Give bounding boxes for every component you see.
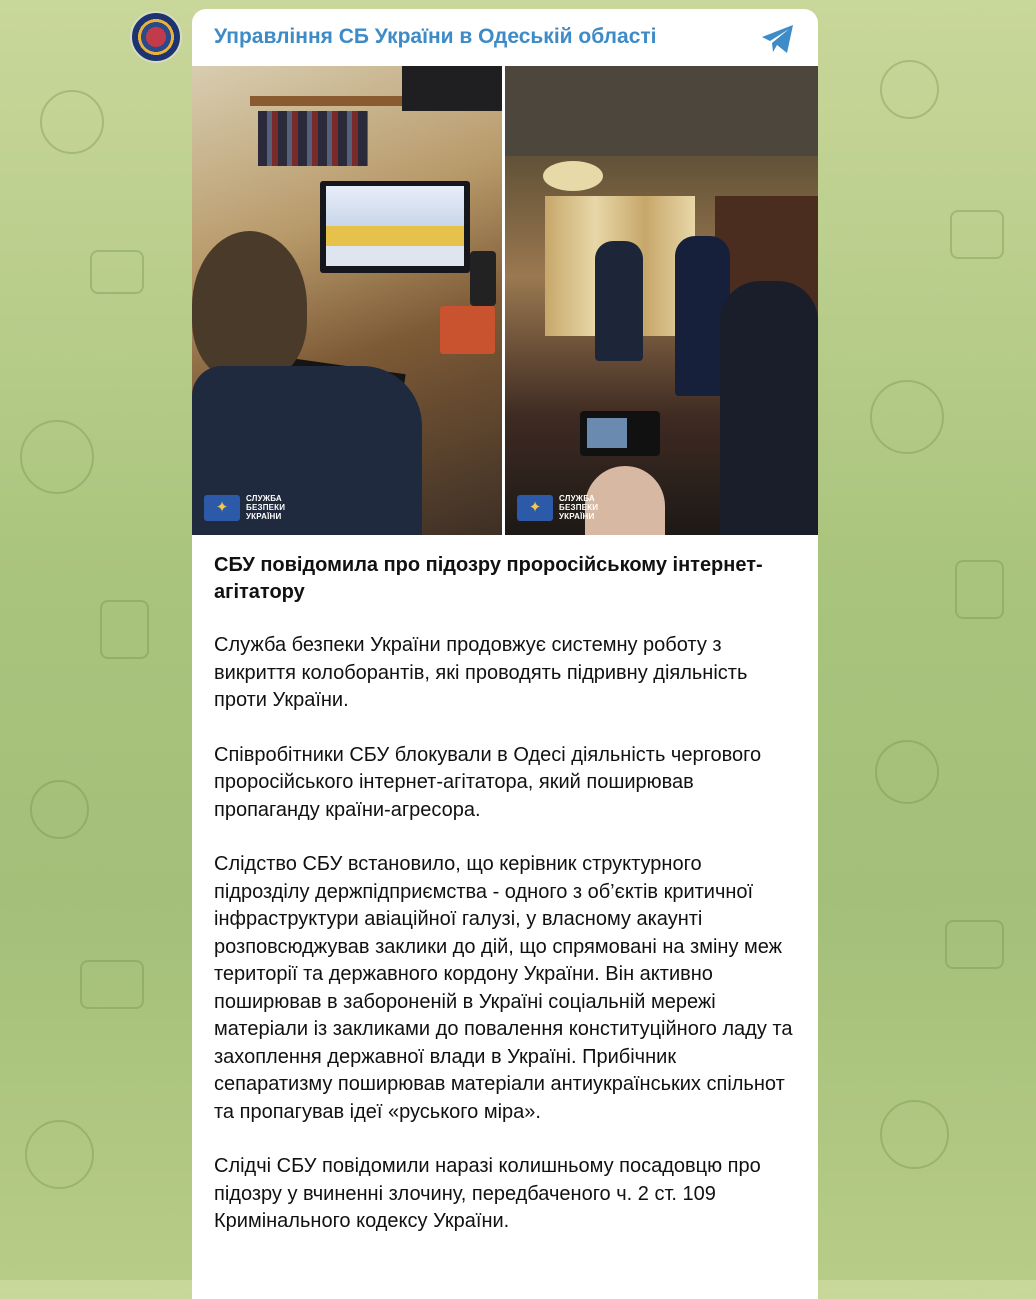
channel-name[interactable]: Управління СБ України в Одеській області	[214, 25, 657, 48]
photo-office-computer[interactable]	[192, 66, 502, 535]
camera-screen-shape	[587, 418, 627, 448]
book-shape	[440, 306, 495, 354]
ceiling-shape	[505, 66, 818, 156]
person-1-shape	[595, 241, 643, 361]
telegram-plane-icon[interactable]	[760, 23, 796, 55]
post-paragraph: Служба безпеки України продовжує системну роботу з викриття колоборантів, які проводять підривну діяльність проти України.	[214, 634, 748, 711]
sbu-watermark: ✦ СЛУЖБА БЕЗПЕКИ УКРАЇНИ	[204, 494, 285, 521]
post-paragraph: Слідство СБУ встановило, що керівник структурного підрозділу держпідприємства - одного з об’єктів критичної інфраструктури авіаційної галузі, у власному акаунті розповсюджував заклики до дій, що спрямовані на зміну меж території та державного кордону України. Він активно поширював в забороненій в Україні соціальній мережі матеріали із закликами до повалення конституційного ладу та захоплення державної влади в Україні. Прибічник сепаратизму поширював матеріали антиукраїнських спільнот та пропагував ідеї «руського міра».	[214, 853, 793, 1123]
person-head-shape	[192, 231, 307, 381]
printer-shape	[402, 66, 502, 111]
post-title: СБУ повідомила про підозру проросійському інтернет-агітатору	[214, 554, 763, 603]
sbu-emblem-icon: ✦	[517, 495, 553, 521]
chandelier-shape	[543, 161, 603, 191]
channel-avatar[interactable]	[130, 11, 182, 63]
photo-album[interactable]	[192, 66, 818, 535]
person-3-shape	[720, 281, 818, 535]
message-text	[214, 552, 799, 1263]
message-card	[192, 9, 818, 1299]
monitor-screen-shape	[326, 186, 464, 266]
photo-room-search[interactable]	[505, 66, 818, 535]
post-paragraph: Співробітники СБУ блокували в Одесі діяльність чергового проросійського інтернет-агітатора, який поширював пропаганду країни-агресора.	[214, 743, 762, 821]
speaker-shape	[470, 251, 496, 306]
sbu-emblem-icon: ✦	[204, 495, 240, 521]
post-paragraph: Слідчі СБУ повідомили наразі колишньому посадовцю про підозру у вчиненні злочину, передбаченого ч. 2 ст. 109 Кримінального кодексу України.	[214, 1155, 761, 1232]
books-shape	[258, 111, 368, 166]
message-header	[192, 9, 818, 66]
sbu-watermark: ✦ СЛУЖБА БЕЗПЕКИ УКРАЇНИ	[517, 494, 598, 521]
